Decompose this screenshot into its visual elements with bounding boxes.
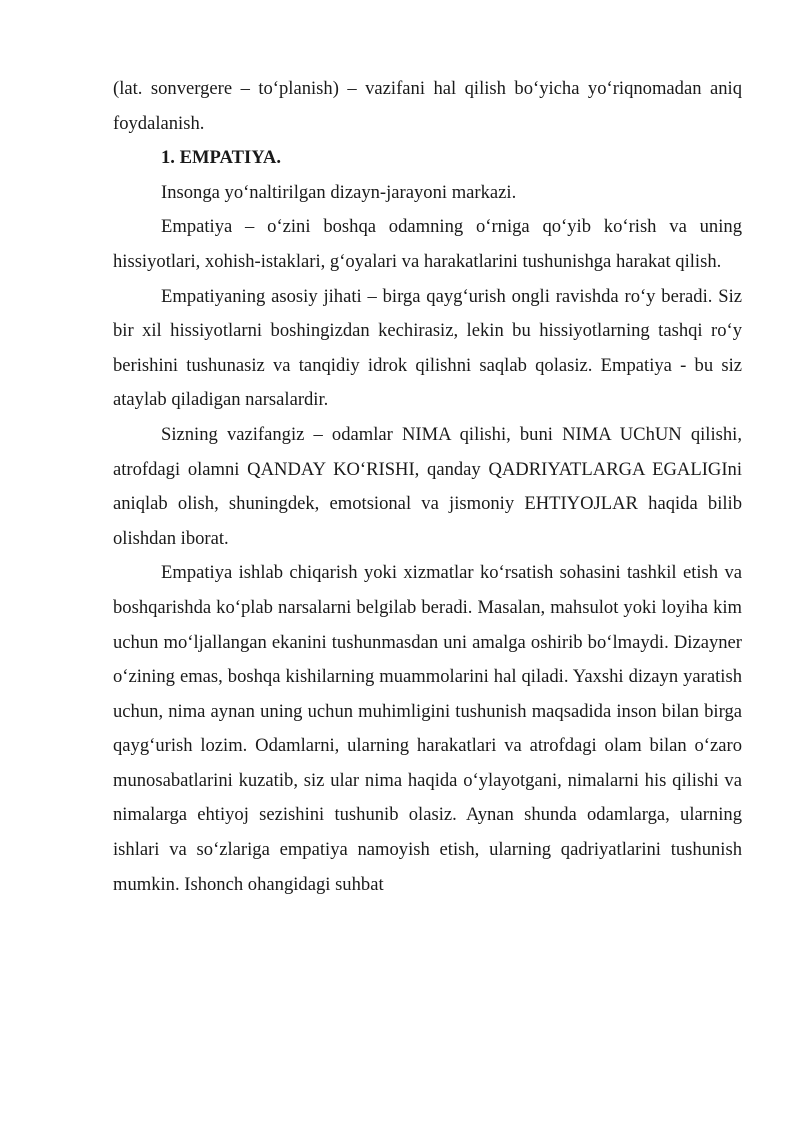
paragraph-design-center: Insonga yo‘naltirilgan dizayn-jarayoni markazi. [161,181,517,203]
paragraph-your-task: Sizning vazifangiz – odamlar NIMA qilishi, buni NIMA UChUN qilishi, atrofdagi olamni QANDAY KO‘RISHI, qanday QADRIYATLARGA EGALIGIni aniqlab olish, shuningdek, emotsional va jismoniy EHTIYOJLAR haqida bilib olishdan iborat. [113,423,742,549]
paragraph-empathy-production: Empatiya ishlab chiqarish yoki xizmatlar ko‘rsatish sohasini tashkil etish va boshqarishda ko‘plab narsalarni belgilab beradi. Masalan, mahsulot yoki loyiha kim uchun mo‘ljallangan ekanini tushunmasdan uni amalga oshirib bo‘lmaydi. Dizayner o‘zining emas, boshqa kishilarning muammolarini hal qiladi. Yaxshi dizayn yaratish uchun, nima aynan uning uchun muhimligini tushunish maqsadida inson bilan birga qayg‘urish lozim. Odamlarni, ularning harakatlari va atrofdagi olam bilan o‘zaro munosabatlarini kuzatib, siz ular nima haqida o‘ylayotgani, nimalarni his qilishi va nimalarga ehtiyoj sezishini tushunib olasiz. Aynan shunda odamlarga, ularning ishlari va so‘zlariga empatiya namoyish etish, ularning qadriyatlarini tushunish mumkin. Ishonch ohangidagi suhbat [113,562,742,895]
paragraph-empathy-aspect: Empatiyaning asosiy jihati – birga qayg‘urish ongli ravishda ro‘y beradi. Siz bir xil hissiyotlarni boshingizdan kechirasiz, lekin bu hissiyotlarning tashqi ro‘y berishini tushunasiz va tanqidiy idrok qilishni saqlab qolasiz. Empatiya - bu siz ataylab qiladigan narsalardir. [113,285,742,411]
paragraph-convergence: (lat. sonvergere – to‘planish) – vazifani hal qilish bo‘yicha yo‘riqnomadan aniq foydalanish. [113,78,742,134]
paragraph-empathy-definition: Empatiya – o‘zini boshqa odamning o‘rniga qo‘yib ko‘rish va uning hissiyotlari, xohish-istaklari, g‘oyalari va harakatlarini tushunishga harakat qilish. [113,216,742,272]
document-page [113,72,742,902]
section-heading-empathy: 1. EMPATIYA. [161,147,282,169]
